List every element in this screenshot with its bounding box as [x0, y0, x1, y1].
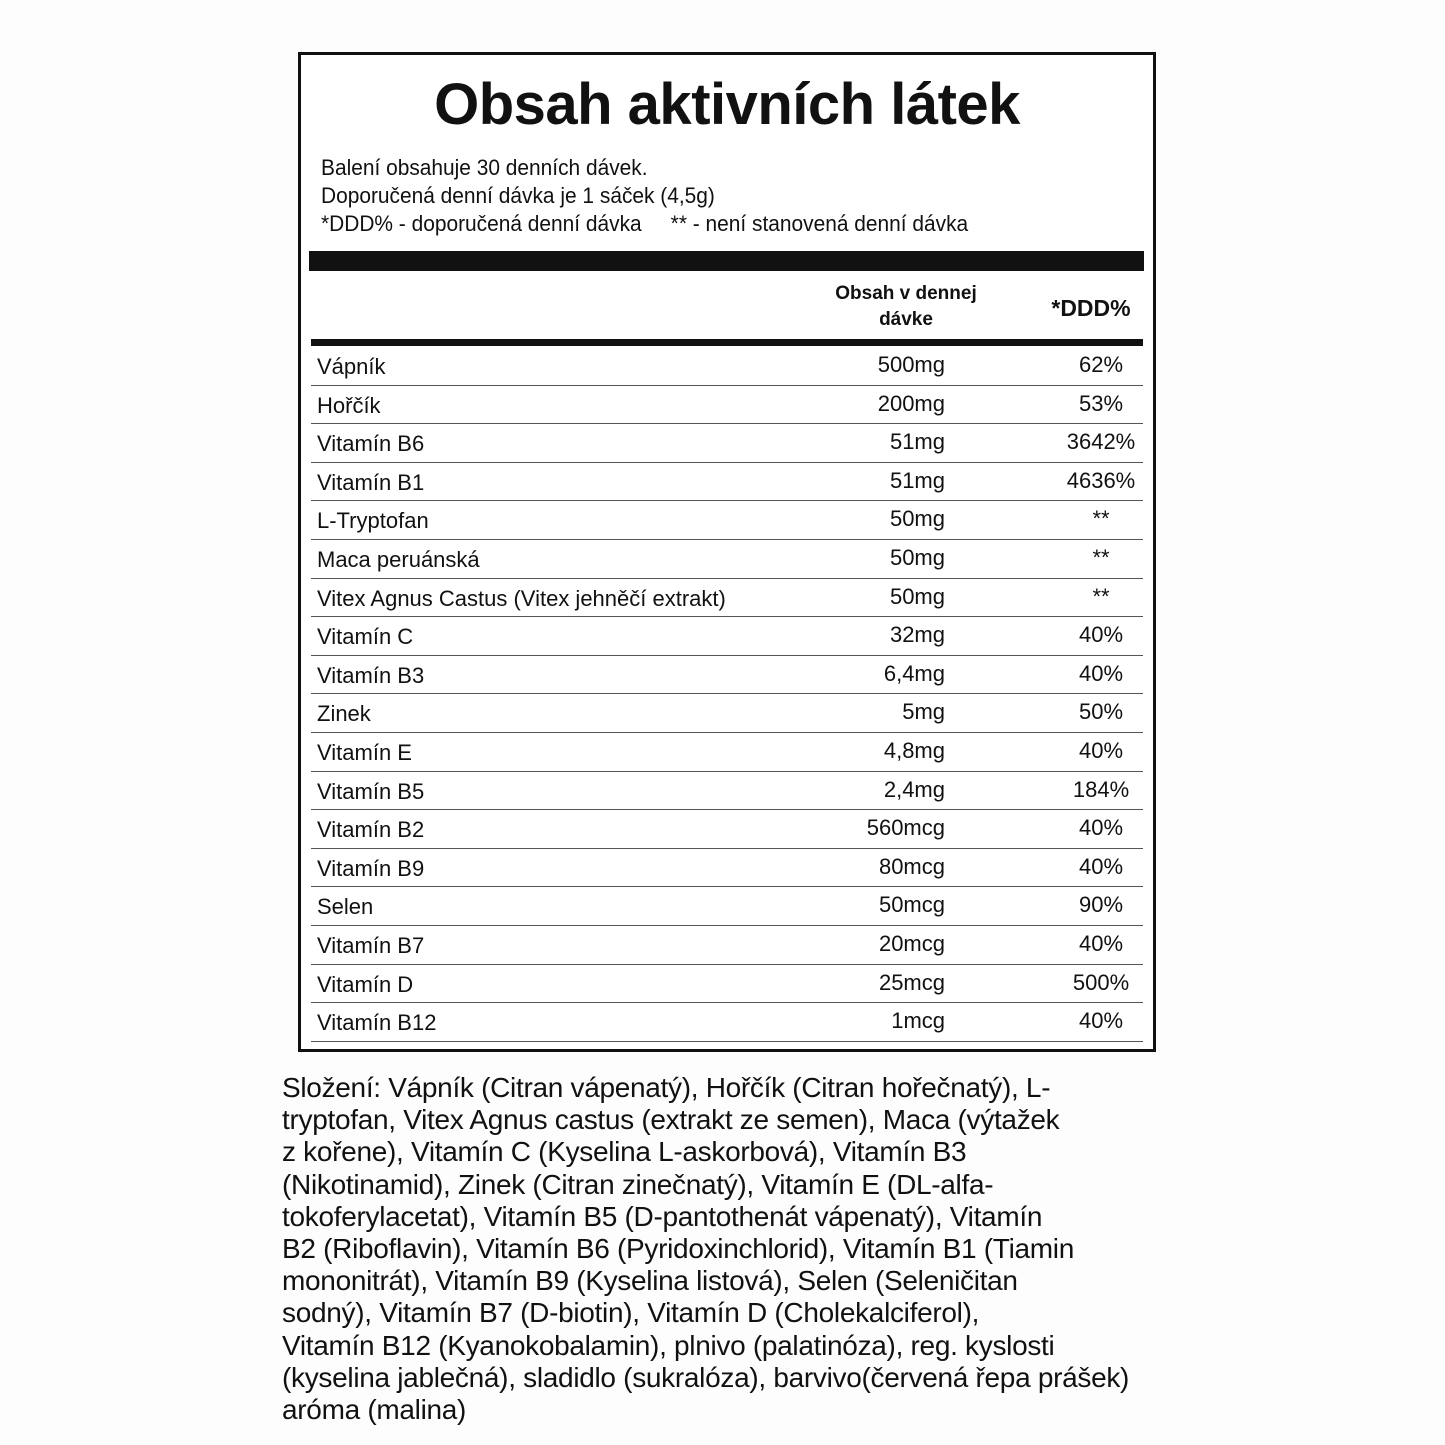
composition-line: B2 (Riboflavin), Vitamín B6 (Pyridoxinchlorid), Vitamín B1 (Tiamin	[282, 1232, 1074, 1264]
nutrient-name: Vitamín C	[317, 624, 414, 650]
nutrient-name: L-Tryptofan	[317, 508, 429, 534]
nutrient-name: Vitamín D	[317, 971, 414, 997]
nutrient-name: Vitamín E	[317, 739, 412, 765]
nutrient-amount: 200mg	[877, 390, 945, 416]
nutrient-table	[311, 347, 1143, 1042]
table-row	[311, 540, 1143, 579]
header-amount: Obsah v dennej dávke	[835, 283, 977, 330]
nutrient-ddd: 40%	[1078, 930, 1124, 956]
table-row	[311, 424, 1143, 463]
table-row	[311, 579, 1143, 618]
nutrient-name: Vápník	[317, 354, 386, 379]
table-row	[311, 617, 1143, 656]
nutrient-ddd: 184%	[1072, 776, 1130, 802]
nutrient-ddd: 90%	[1078, 892, 1124, 918]
nutrient-name: Vitamín B6	[317, 431, 425, 457]
nutrient-ddd: 40%	[1078, 660, 1124, 686]
table-row	[311, 965, 1143, 1004]
nutrient-name: Zinek	[317, 701, 371, 727]
nutrient-ddd: 50%	[1078, 699, 1124, 725]
nutrient-name: Vitamín B9	[317, 855, 425, 881]
nutrient-ddd: **	[1092, 544, 1110, 570]
composition-line: (kyselina jablečná), sladidlo (sukralóza), barvivo(červená řepa prášek)	[282, 1361, 1130, 1393]
table-row	[311, 1003, 1143, 1042]
nutrient-name: Selen	[317, 894, 374, 920]
composition-text	[282, 1072, 1129, 1426]
info-line: Balení obsahuje 30 denních dávek.	[321, 155, 648, 180]
nutrient-ddd: 40%	[1078, 737, 1124, 763]
nutrient-ddd: 500%	[1072, 969, 1130, 995]
table-row	[311, 926, 1143, 965]
composition-line: Vitamín B12 (Kyanokobalamin), plnivo (palatinóza), reg. kyslosti	[282, 1329, 1055, 1361]
info-line: Doporučená denní dávka je 1 sáček (4,5g)	[321, 183, 715, 208]
header-ddd: *DDD%	[1051, 295, 1131, 321]
table-row	[311, 656, 1143, 695]
table-row	[311, 694, 1143, 733]
nutrient-name: Vitamín B1	[317, 469, 425, 495]
nutrient-ddd: 4636%	[1066, 467, 1136, 493]
nutrient-ddd: **	[1092, 583, 1110, 609]
nutrient-amount: 50mg	[889, 583, 945, 609]
header-divider	[311, 339, 1143, 346]
nutrient-name: Vitex Agnus Castus (Vitex jehněčí extrakt)	[317, 585, 726, 611]
nutrient-amount: 6,4mg	[883, 660, 945, 686]
nutrition-label	[298, 52, 1156, 1052]
composition-line: aróma (malina)	[282, 1393, 467, 1425]
nutrient-name: Vitamín B3	[317, 662, 425, 688]
nutrient-amount: 51mg	[889, 429, 945, 455]
composition-line: (Nikotinamid), Zinek (Citran zinečnatý), Vitamín E (DL-alfa-	[282, 1168, 994, 1200]
table-row	[311, 887, 1143, 926]
composition-line: z kořene), Vitamín C (Kyselina L-askorbová), Vitamín B3	[282, 1136, 967, 1168]
table-row	[311, 386, 1143, 425]
table-row	[311, 849, 1143, 888]
table-row	[311, 772, 1143, 811]
divider-bar	[309, 251, 1144, 271]
composition-line: tokoferylacetat), Vitamín B5 (D-pantothenát vápenatý), Vitamín	[282, 1200, 1043, 1232]
info-line: *DDD% - doporučená denní dávka ** - není stanovená denní dávka	[321, 211, 969, 236]
composition-line: tryptofan, Vitex Agnus castus (extrakt ze semen), Maca (výtažek	[282, 1104, 1060, 1136]
nutrient-name: Hořčík	[317, 392, 381, 418]
table-row	[311, 347, 1143, 386]
nutrient-amount: 5mg	[902, 699, 945, 725]
nutrient-ddd: 40%	[1078, 1008, 1124, 1034]
label-title: Obsah aktivních látek	[434, 72, 1020, 137]
nutrient-amount: 1mcg	[891, 1008, 945, 1034]
composition-line: mononitrát), Vitamín B9 (Kyselina listová), Selen (Seleničitan	[282, 1265, 1018, 1297]
nutrient-name: Vitamín B2	[317, 817, 425, 843]
table-row	[311, 810, 1143, 849]
nutrient-amount: 80mcg	[878, 853, 945, 879]
nutrient-amount: 50mg	[889, 506, 945, 532]
nutrient-amount: 51mg	[889, 467, 945, 493]
nutrient-name: Vitamín B5	[317, 778, 425, 804]
nutrient-ddd: 40%	[1078, 815, 1124, 841]
nutrient-name: Vitamín B12	[317, 1010, 437, 1036]
nutrient-ddd: 3642%	[1066, 429, 1136, 455]
nutrient-amount: 50mcg	[878, 892, 945, 918]
nutrient-ddd: 40%	[1078, 622, 1124, 648]
table-row	[311, 501, 1143, 540]
nutrient-ddd: 62%	[1078, 352, 1124, 377]
table-row	[311, 463, 1143, 502]
nutrient-amount: 25mcg	[878, 969, 945, 995]
nutrient-ddd: **	[1092, 506, 1110, 532]
nutrient-ddd: 40%	[1078, 853, 1124, 879]
nutrient-amount: 4,8mg	[883, 737, 945, 763]
table-row	[311, 733, 1143, 772]
nutrient-amount: 560mcg	[866, 815, 945, 841]
composition-line: Složení: Vápník (Citran vápenatý), Hořčík (Citran hořečnatý), L-	[282, 1072, 1051, 1103]
nutrient-name: Vitamín B7	[317, 932, 425, 958]
nutrient-amount: 50mg	[889, 544, 945, 570]
composition-line: sodný), Vitamín B7 (D-biotin), Vitamín D (Cholekalciferol),	[282, 1297, 980, 1329]
nutrient-amount: 500mg	[877, 352, 945, 377]
nutrient-amount: 20mcg	[878, 930, 945, 956]
nutrient-ddd: 53%	[1078, 390, 1124, 416]
nutrient-name: Maca peruánská	[317, 546, 480, 572]
nutrient-amount: 32mg	[889, 622, 945, 648]
nutrient-amount: 2,4mg	[883, 776, 945, 802]
